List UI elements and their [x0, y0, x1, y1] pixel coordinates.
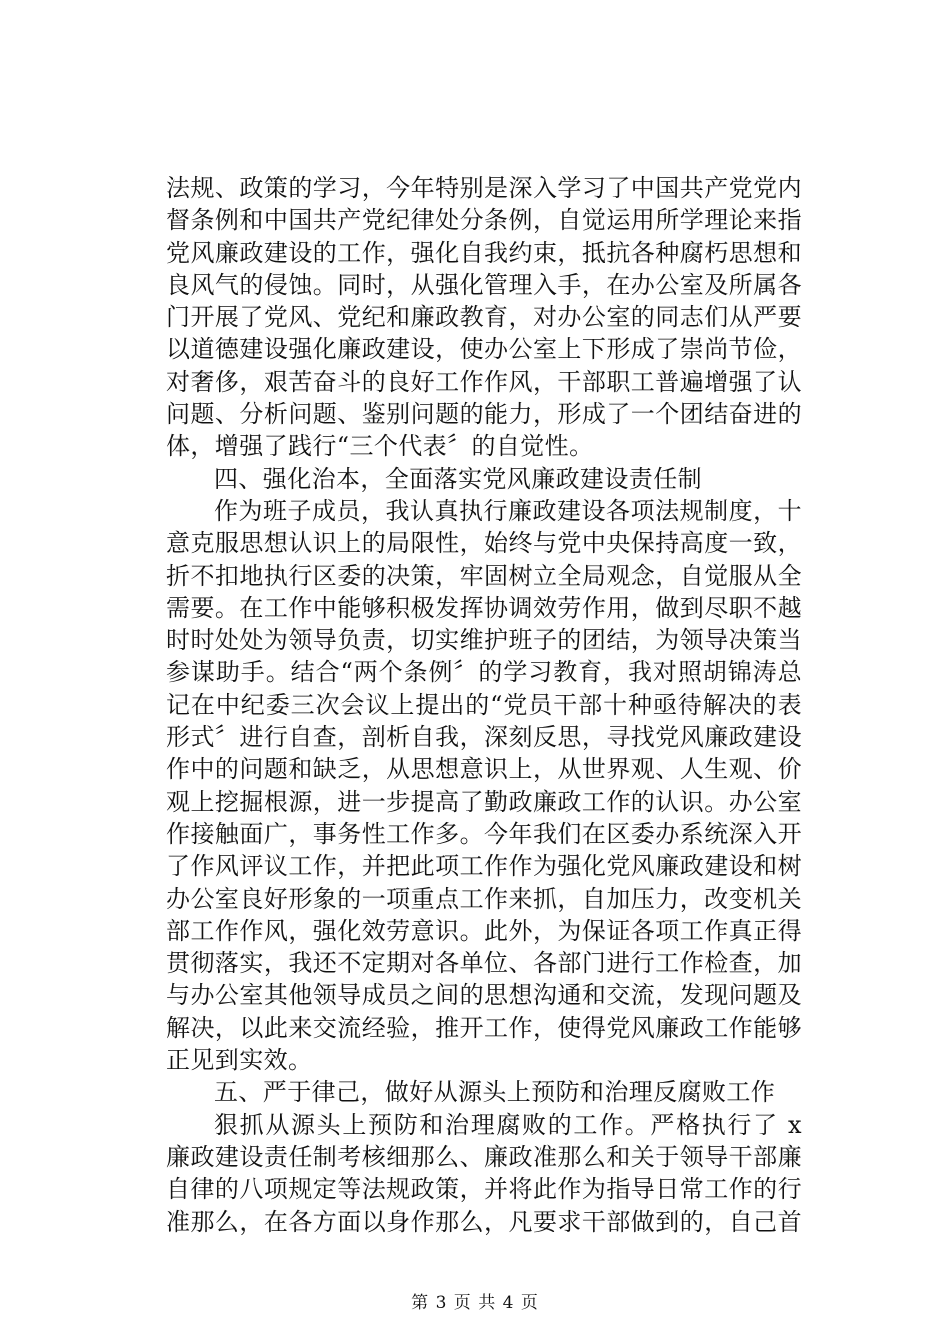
- text-line: 与办公室其他领导成员之间的思想沟通和交流，发现问题及: [166, 981, 802, 1010]
- text-line: 折不扣地执行区委的决策，牢固树立全局观念，自觉服从全: [166, 561, 802, 590]
- text-line: 参谋助手。结合“两个条例〞的学习教育，我对照胡锦涛总: [166, 658, 802, 687]
- text-line: 良风气的侵蚀。同时，从强化管理入手，在办公室及所属各: [166, 270, 802, 299]
- text-line: 门开展了党风、党纪和廉政教育，对办公室的同志们从严要: [166, 303, 802, 332]
- text-line: 记在中纪委三次会议上提出的“党员干部十种亟待解决的表: [166, 690, 802, 719]
- text-line: 督条例和中国共产党纪律处分条例，自觉运用所学理论来指: [166, 206, 802, 235]
- text-line: 正见到实效。: [166, 1046, 313, 1075]
- text-line: 意克服思想认识上的局限性，始终与党中央保持高度一致，: [166, 529, 802, 558]
- text-line: 准那么，在各方面以身作那么，凡要求干部做到的，自己首: [166, 1207, 802, 1236]
- text-line: 作中的问题和缺乏，从思想意识上，从世界观、人生观、价: [166, 755, 802, 784]
- text-line: 解决，以此来交流经验，推开工作，使得党风廉政工作能够: [166, 1013, 802, 1042]
- text-line: 办公室良好形象的一项重点工作来抓，自加压力，改变机关: [166, 884, 802, 913]
- text-line: 廉政建设责任制考核细那么、廉政准那么和关于领导干部廉: [166, 1142, 802, 1171]
- text-line: 部工作作风，强化效劳意识。此外，为保证各项工作真正得: [166, 916, 802, 945]
- text-line: 自律的八项规定等法规政策，并将此作为指导日常工作的行: [166, 1175, 802, 1204]
- text-line: 四、强化治本，全面落实党风廉政建设责任制: [214, 464, 702, 493]
- document-body: [166, 172, 802, 1238]
- text-line: 贯彻落实，我还不定期对各单位、各部门进行工作检查，加: [166, 949, 802, 978]
- text-line: 五、严于律己，做好从源头上预防和治理反腐败工作: [214, 1078, 776, 1107]
- text-line: 作接触面广，事务性工作多。今年我们在区委办系统深入开: [166, 819, 802, 848]
- text-line: 形式〞进行自查，剖析自我，深刻反思，寻找党风廉政建设: [166, 723, 802, 752]
- text-line: 时时处处为领导负责，切实维护班子的团结，为领导决策当: [166, 626, 802, 655]
- text-line: 了作风评议工作，并把此项工作作为强化党风廉政建设和树: [166, 852, 802, 881]
- text-line: 以道德建设强化廉政建设，使办公室上下形成了崇尚节俭，: [166, 335, 802, 364]
- text-line: 党风廉政建设的工作，强化自我约束，抵抗各种腐朽思想和: [166, 238, 802, 267]
- text-line: 作为班子成员，我认真执行廉政建设各项法规制度，十: [214, 496, 802, 525]
- page-footer: 第 3 页 共 4 页: [411, 1293, 539, 1313]
- text-line: 观上挖掘根源，进一步提高了勤政廉政工作的认识。办公室: [166, 787, 802, 816]
- text-line: 对奢侈，艰苦奋斗的良好工作作风，干部职工普遍增强了认: [166, 367, 802, 396]
- text-line: 体，增强了践行“三个代表〞的自觉性。: [166, 432, 594, 461]
- text-line: 狠抓从源头上预防和治理腐败的工作。严格执行了 x: [214, 1110, 802, 1139]
- text-line: 法规、政策的学习，今年特别是深入学习了中国共产党党内: [166, 174, 802, 202]
- text-line: 需要。在工作中能够积极发挥协调效劳作用，做到尽职不越: [166, 593, 802, 622]
- text-line: 问题、分析问题、鉴别问题的能力，形成了一个团结奋进的: [166, 400, 802, 429]
